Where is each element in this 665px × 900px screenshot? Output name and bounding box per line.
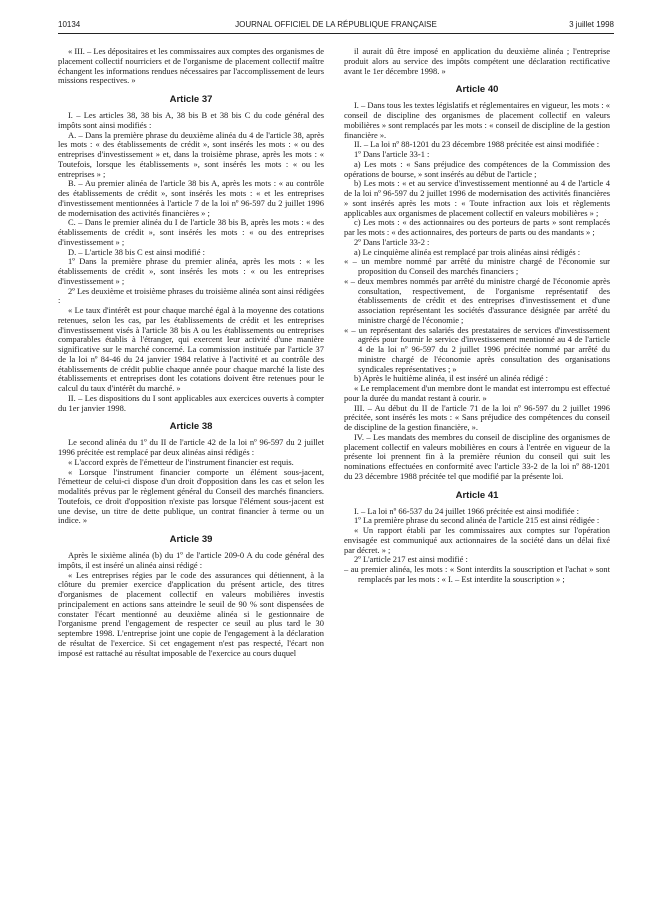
paragraph: Après le sixième alinéa (b) du 1º de l'article 209-0 A du code général des impôts, il est inséré un alinéa ainsi rédigé : <box>58 550 324 570</box>
paragraph: « III. – Les dépositaires et les commissaires aux comptes des organismes de placement collectif nourriciers et de l'organisme de placement collectif maître échangent les informations rendues nécessaires par l'accomplissement de leurs missions respectives. » <box>58 47 324 86</box>
list-item: « – deux membres nommés par arrêté du ministre chargé de l'économie après consultation, respectivement, de l'organisme représentatif des établissements de crédit et des entreprises d'investissement et d'une association représentant les sociétés d'assurance désignée par arrêté du ministre chargé de l'économie ; <box>344 275 610 325</box>
paragraph: 2º Les deuxième et troisième phrases du troisième alinéa sont ainsi rédigées : <box>58 285 324 306</box>
paragraph: c) Les mots : « des actionnaires ou des porteurs de parts » sont remplacés par les mots : « des actionnaires, des porteurs de parts ou des mandants » ; <box>344 217 610 237</box>
paragraph: D. – L'article 38 bis C est ainsi modifié : <box>68 246 205 257</box>
paragraph: C. – Dans le premier alinéa du I de l'article 38 bis B, après les mots : « des établissements de crédit », sont insérés les mots : « ou des entreprises d'investissement » ; <box>58 217 324 247</box>
list-item: « – un représentant des salariés des prestataires de services d'investissement agréés pour fournir le service d'investissement mentionné au 4 de l'article 4 de la loi nº 96-597 du 2 juillet 1996 précitée nommé par arrêté du ministre chargé de l'économie après consultation des organisations syndicales représentatives ; » <box>344 324 610 374</box>
article-heading: Article 41 <box>455 489 499 501</box>
paragraph: II. – La loi nº 88-1201 du 23 décembre 1988 précitée est ainsi modifiée : <box>354 139 600 150</box>
paragraph: I. – La loi nº 66-537 du 24 juillet 1966 précitée est ainsi modifiée : <box>354 505 579 516</box>
paragraph: « Un rapport établi par les commissaires aux comptes sur l'opération envisagée est communiqué aux actionnaires de la société dans un délai fixé par décret. » ; <box>344 525 610 555</box>
paragraph: « Les entreprises régies par le code des assurances qui détiennent, à la clôture du premier exercice d'application du présent article, des titres d'organismes de placement collectif en valeurs mobilières investis principalement en actions sans atteindre le seuil de 90 % sont dispensées de constater l'écart mentionné au deuxième alinéa si le gestionnaire de l'organisme prend l'engagement de respecter ce seuil au plus tard le 30 septembre 1998. L'entreprise joint une copie de l'engagement à la déclaration de résultat de l'exercice. Si cet engagement n'est pas respecté, l'écart non imposé est rattaché au résultat imposable de l'exercice au cours duquel <box>58 569 324 658</box>
paragraph: 2º L'article 217 est ainsi modifié : <box>354 554 468 565</box>
paragraph: Le second alinéa du 1º du II de l'article 42 de la loi nº 96-597 du 2 juillet 1996 précitée est remplacé par deux alinéas ainsi rédigés : <box>58 437 324 457</box>
paragraph: « Le remplacement d'un membre dont le mandat est interrompu est effectué pour la durée du mandat restant à courir. » <box>344 383 610 403</box>
page-number: 10134 <box>58 20 81 29</box>
paragraph: b) Les mots : « et au service d'investissement mentionné au 4 de l'article 4 de la loi nº 96-597 du 2 juillet 1996 de modernisation des activités financières » sont insérés après les mots : « Toute infraction aux lois et règlements applicables aux organismes de placement collectif en valeurs mobilières » ; <box>344 178 610 218</box>
paragraph: B. – Au premier alinéa de l'article 38 bis A, après les mots : « au contrôle des établissements de crédit », sont insérés les mots : « et les entreprises d'investissement mentionnées à l'article 7 de la loi nº 96-597 du 2 juillet 1996 de modernisation des activités financières » ; <box>58 178 324 218</box>
paragraph: A. – Dans la première phrase du deuxième alinéa du 4 de l'article 38, après les mots : « des établissements de crédit », sont insérés les mots : « ou des entreprises d'investissement » et, dans la troisième phrase, après les mots : « Toutefois, lorsque les établissements », sont insérés les mots : « ou les entreprises » ; <box>58 129 324 179</box>
publication-date: 3 juillet 1998 <box>569 20 614 29</box>
list-item: – au premier alinéa, les mots : « Sont interdits la souscription et l'achat » sont remplacés par les mots : « I. – Est interdite la souscription » ; <box>344 564 610 584</box>
paragraph: « Lorsque l'instrument financier comporte un élément sous-jacent, l'émetteur de celui-ci dispose d'un droit d'opposition dans les cas et selon les modalités prévus par le règlement général du Conseil des marchés financiers. Toutefois, ce droit d'opposition n'existe pas lorsque l'élément sous-jacent est une devise, un titre de dette publique, un contrat financier à terme ou un indice. » <box>58 466 324 526</box>
article-heading: Article 39 <box>169 534 213 545</box>
paragraph: II. – Les dispositions du I sont applicables aux exercices ouverts à compter du 1er janvier 1998. <box>58 392 324 413</box>
paragraph: I. – Les articles 38, 38 bis A, 38 bis B et 38 bis C du code général des impôts sont ainsi modifiés : <box>58 110 324 130</box>
paragraph: « L'accord exprès de l'émetteur de l'instrument financier est requis. <box>68 456 294 467</box>
paragraph: b) Après le huitième alinéa, il est inséré un alinéa rédigé : <box>354 373 548 384</box>
paragraph: a) Le cinquième alinéa est remplacé par trois alinéas ainsi rédigés : <box>354 246 581 257</box>
page-header <box>58 20 614 32</box>
paragraph: 1º Dans l'article 33-1 : <box>354 149 430 159</box>
paragraph: 2º Dans l'article 33-2 : <box>354 236 430 247</box>
list-item: « – un membre nommé par arrêté du ministre chargé de l'économie sur proposition du Conseil des marchés financiers ; <box>344 256 610 276</box>
paragraph: a) Les mots : « Sans préjudice des compétences de la Commission des opérations de bourse, » sont insérés au début de l'article ; <box>344 158 610 179</box>
header-rule <box>58 33 614 34</box>
right-column <box>344 47 610 892</box>
article-heading: Article 38 <box>169 421 213 433</box>
paragraph: III. – Au début du II de l'article 71 de la loi nº 96-597 du 2 juillet 1996 précitée, sont insérés les mots : « Sans préjudice des compétences du conseil de discipline de la gestion financière, ». <box>344 402 610 432</box>
article-heading: Article 40 <box>455 84 499 96</box>
article-heading: Article 37 <box>169 94 213 105</box>
paragraph: I. – Dans tous les textes législatifs et réglementaires en vigueur, les mots : « conseil de discipline des organismes de placement collectif en valeurs mobilières » sont remplacés par les mots : « conseil de discipline de la gestion financière ». <box>344 100 610 140</box>
paragraph: « Le taux d'intérêt est pour chaque marché égal à la moyenne des cotations retenues, selon les cas, par les établissements de crédit et les entreprises d'investissement visés à l'article 38 bis A ou les établissements ou entreprises comparables établis à l'étranger, qui exercent leur activité d'une manière significative sur le marché concerné. La commission instituée par l'article 37 de la loi nº 84-46 du 24 janvier 1984 relative à l'activité et au contrôle des établissements de crédit publie chaque année pour chaque marché la liste des établissements et entreprises dont les cotations doivent être retenues pour le calcul du taux d'intérêt du marché. » <box>58 305 324 393</box>
paragraph: il aurait dû être imposé en application du deuxième alinéa ; l'entreprise produit alors au service des impôts compétent une déclaration rectificative avant le 1er décembre 1998. » <box>344 47 610 76</box>
journal-title: JOURNAL OFFICIEL DE LA RÉPUBLIQUE FRANÇAISE <box>235 20 437 29</box>
paragraph: 1º Dans la première phrase du premier alinéa, après les mots : « les établissements de crédit », sont insérés les mots : « ou les entreprises d'investissement » ; <box>58 256 324 286</box>
paragraph: IV. – Les mandats des membres du conseil de discipline des organismes de placement collectif en valeurs mobilières en cours à l'entrée en vigueur de la présente loi prennent fin à la première réunion du conseil qui suit les nominations effectuées en conformité avec l'article 33-2 de la loi nº 88-1201 du 23 décembre 1988 précitée tel que modifié par la présente loi. <box>344 431 610 481</box>
paragraph: 1º La première phrase du second alinéa de l'article 215 est ainsi rédigée : <box>354 515 600 526</box>
left-column <box>58 47 324 892</box>
